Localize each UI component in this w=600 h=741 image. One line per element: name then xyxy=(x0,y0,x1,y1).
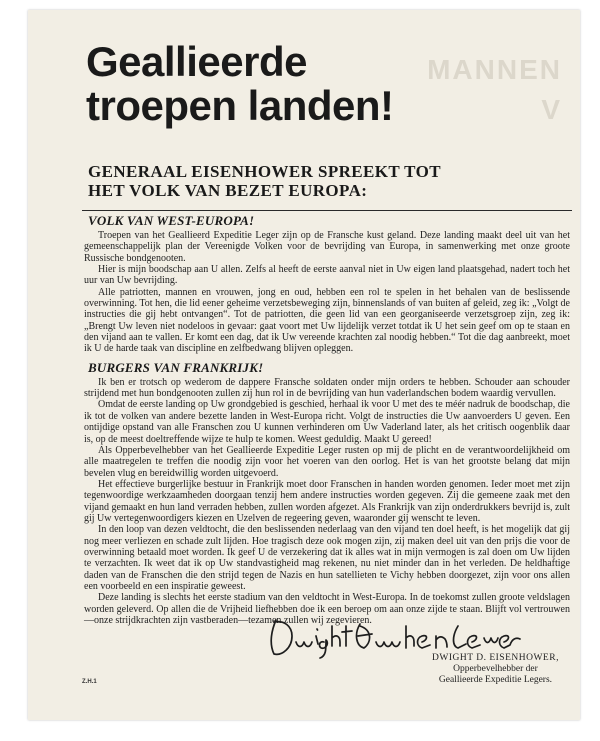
signer-title-line-2: Geallieerde Expeditie Legers. xyxy=(438,675,553,685)
signer-title-line-1: Opperbevelhebber der xyxy=(453,664,538,674)
subheadline-line-2: HET VOLK VAN BEZET EUROPA: xyxy=(88,181,368,200)
headline-line-2: troepen landen! xyxy=(86,82,394,129)
section-heading-france: BURGERS VAN FRANKRIJK! xyxy=(88,359,264,375)
paragraph: Alle patriotten, mannen en vrouwen, jong en oud, hebben een rol te spelen in het behalen van de beslissende overwinning. Tot hen, die lid eener geheime verzetsbeweging zijn, binnenslands of van buiten af geleid, zeg ik: „Volgt de instructies die gij hebt ontvangen“. Tot de patriotten, die geen lid van een georganiseerde verzetsgroep zijn, zeg ik: „Brengt Uw leven niet nodeloos in gevaar: gaat voort met Uw lijdelijk verzet totdat ik U het sein geef om op te staan en den vijand aan te vallen. Er komt een dag, dat ik Uw vereende krachten zal noodig hebben.“ Tot die dag aanbreekt, moet ik U de harde taak van discipline en zelfbedwang blijven opleggen. xyxy=(84,286,570,355)
paragraph: Deze landing is slechts het eerste stadium van den veldtocht in West-Europa. In de toekomst zullen groote veldslagen worden geleverd. Op allen die de Vrijheid liefhebben doe ik een beroep om aan onze zijde te staan. Blijft vol vertrouwen—onze strijdkrachten zijn vastberaden—tezamen zullen wij zegevieren. xyxy=(84,592,570,626)
subheadline-line-1: GENERAAL EISENHOWER SPREEKT TOT xyxy=(88,162,441,181)
signer-name: DWIGHT D. EISENHOWER, xyxy=(432,653,559,663)
paragraph: In den loop van dezen veldtocht, die den beslissenden nederlaag van den vijand ten doel heeft, is het mogelijk dat gij nog meer verliezen en schade zult lijden. Hoe tragisch deze ook mogen zijn, zij maken deel uit van den prijs die voor de overwinning betaald moet worden. Ik geef U de verzekering dat ik alles wat in mijn vermogen is zal doen om Uw lijden te verzachten. Ik weet dat ik op Uw standvastigheid mag rekenen, nu niet minder dan in het verleden. De heldhaftige daden van de Franschen die den strijd tegen de Nazis en hun satellieten te Vichy hebben doorgezet, zijn voor ons allen een voorbeeld en een inspiratie geweest. xyxy=(84,524,570,592)
paragraph: Troepen van het Geallieerd Expeditie Leger zijn op de Fransche kust geland. Deze landing maakt deel uit van het gemeenschappelijk plan der Vereenigde Volken voor de bevrijding van Europa, in samenwerking met onze groote Russische bondgenooten. xyxy=(84,230,570,264)
paragraph: Omdat de eerste landing op Uw grondgebied is geschied, herhaal ik voor U met des te méér nadruk de boodschap, die ik tot de volken van andere bezette landen in West-Europa richt. Volgt de instructies die Uw aanvoerders U geven. Een ontijdige opstand van alle Franschen zou U kunnen verhinderen om Uw Vaderland later, als het critisch oogenblik daar is, op de meest doeltreffende wijze te hulp te komen. Weest geduldig. Maakt U gereed! xyxy=(84,399,570,445)
print-code: Z.H.1 xyxy=(82,679,97,685)
divider-rule-top xyxy=(82,210,572,211)
signer-block xyxy=(432,653,559,686)
message-body xyxy=(84,214,570,626)
section-heading-west-europe: VOLK VAN WEST-EUROPA! xyxy=(88,213,255,228)
paragraph: Het effectieve burgerlijke bestuur in Frankrijk moet door Franschen in handen worden genomen. Ieder moet met zijn tegenwoordige werkzaamheden doorgaan tenzij hem andere instructies worden gegeven. Zij die gemeene zaak met den vijand gemaakt en hun land verraden hebben, zullen worden afgezet. Als Frankrijk van zijn onderdrukkers bevrijd is, zult gij Uw vertegenwoordigers kiezen en Uzelven de regeering geven, waaronder gij wenscht te leven. xyxy=(84,478,570,524)
bleed-through-text: MANNEN V xyxy=(427,54,562,125)
paragraph: Ik ben er trotsch op wederom de dappere Fransche soldaten onder mijn orders te hebben. Schouder aan schouder strijdend met hun bondgenooten zullen zij hun rol in de bevrijding van hun vaderlandschen bodem waardig vervullen. xyxy=(84,376,570,400)
headline-line-1: Geallieerde xyxy=(86,38,307,85)
paragraph: Als Opperbevelhebber van het Geallieerde Expeditie Leger rusten op mij de plicht en de verantwoordelijkheid om alle maatregelen te treffen die noodig zijn voor het voeren van den oorlog. Het is van het grootste belang dat mijn bevelen vlug en bereidwillig worden uitgevoerd. xyxy=(84,444,570,479)
leaflet-sheet xyxy=(28,10,580,720)
paragraph: Hier is mijn boodschap aan U allen. Zelfs al heeft de eerste aanval niet in Uw eigen land plaatsgehad, nadert toch het uur van Uw bevrijding. xyxy=(84,264,570,287)
subheadline xyxy=(88,162,528,200)
headline xyxy=(86,40,526,128)
